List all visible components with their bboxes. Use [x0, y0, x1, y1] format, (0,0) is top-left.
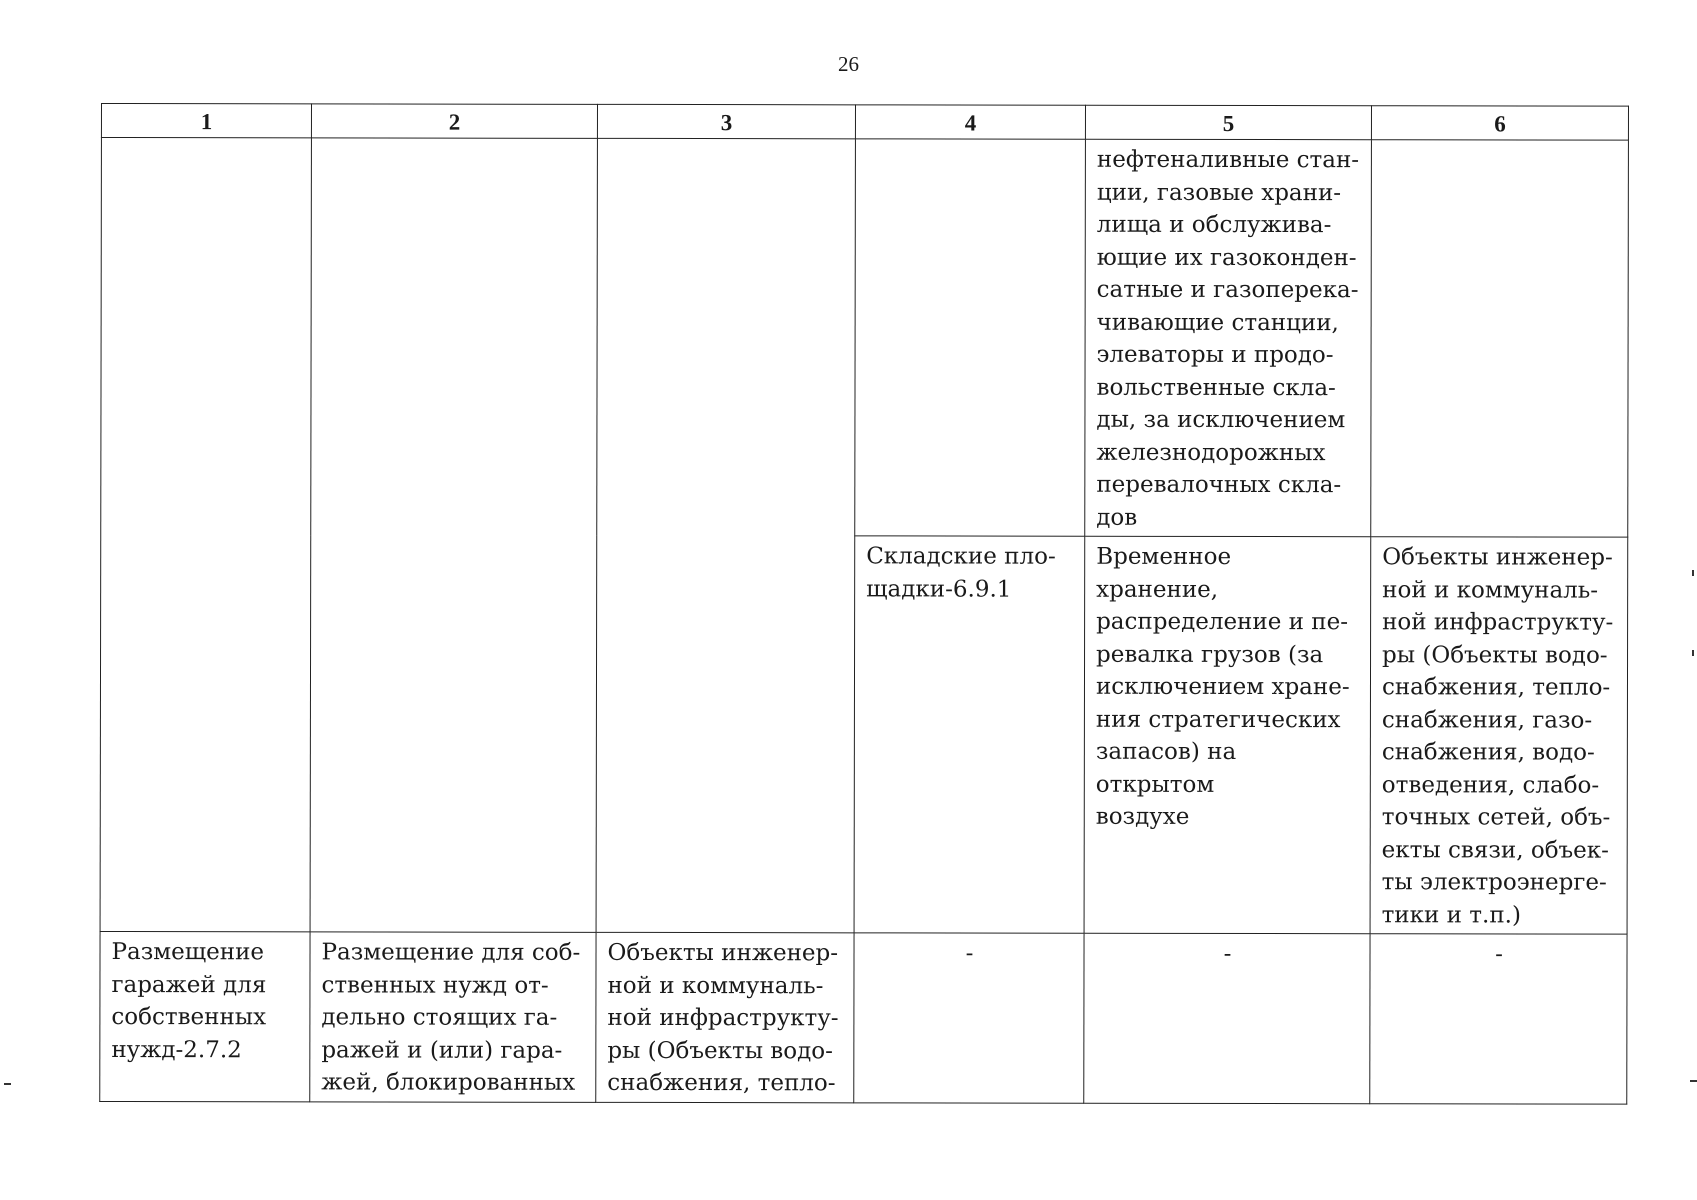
cell-main-use: [100, 138, 311, 932]
table-row: [101, 138, 1629, 538]
column-header: 1: [101, 104, 311, 138]
cell-auxiliary-use: Объекты инженер- ной и коммуналь- ной инфраструкту- ры (Объекты водо- снабжения, тепло-: [596, 932, 854, 1102]
column-header: 2: [311, 104, 597, 138]
cell-auxiliary-use: [596, 138, 855, 932]
cell-conditional-use: [855, 139, 1086, 536]
scan-mark: [4, 1083, 11, 1085]
cell-conditional-auxiliary: Объекты инженер- ной и коммуналь- ной инфраструкту- ры (Объекты водо- снабжения, тепло- снабжения, газо- снабжения, водо- отведения, слабо- точных сетей, объ- екты связи, объек- ты электроэнерге- тики и т.п.): [1370, 537, 1628, 934]
column-header: 4: [855, 105, 1085, 139]
cell-main-use: Размещение гаражей для собственных нужд-2.7.2: [100, 931, 310, 1101]
column-header: 3: [597, 104, 855, 138]
cell-conditional-use-description: -: [1084, 933, 1370, 1103]
scan-mark: [1692, 570, 1694, 576]
page-number: 26: [838, 52, 859, 76]
table-row: [100, 931, 1627, 1103]
column-header: 5: [1085, 105, 1371, 139]
cell-conditional-use-description: Временное хранение, распределение и пе- ревалка грузов (за исключением хране- ния стратегических запасов) на открытом воздухе: [1084, 536, 1371, 933]
cell-main-use-description: Размещение для соб- ственных нужд от- дельно стоящих га- ражей и (или) гара- жей, блокированных: [310, 932, 596, 1102]
land-use-table: [99, 103, 1629, 1104]
cell-conditional-use: Складские пло- щадки-6.9.1: [854, 536, 1085, 933]
scan-mark: [1690, 1080, 1697, 1082]
column-header: 6: [1371, 106, 1628, 140]
cell-conditional-use: -: [854, 933, 1084, 1103]
cell-conditional-auxiliary: -: [1370, 934, 1627, 1104]
scan-mark: [1692, 650, 1694, 656]
cell-main-use-description: [310, 138, 597, 932]
table-header-row: [101, 104, 1628, 141]
cell-conditional-auxiliary: [1371, 140, 1629, 537]
cell-conditional-use-description: нефтеналивные стан- ции, газовые храни- лища и обслужива- ющие их газоконден- сатные и газоперека- чивающие станции, элеваторы и продо- вольственные скла- ды, за исключением железнодорожных перевалочных скла- дов: [1085, 139, 1372, 536]
